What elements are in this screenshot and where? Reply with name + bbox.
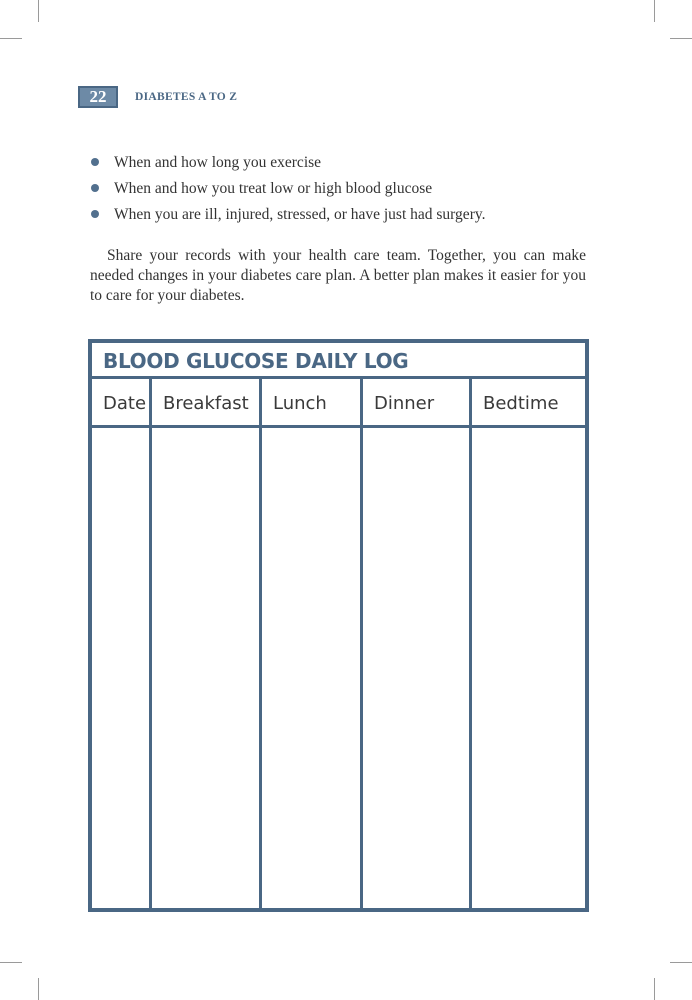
column-header: Date — [92, 379, 149, 428]
crop-mark — [670, 38, 692, 39]
log-title: BLOOD GLUCOSE DAILY LOG — [92, 343, 585, 379]
crop-mark — [38, 0, 39, 22]
crop-mark — [38, 978, 39, 1000]
crop-mark — [0, 962, 22, 963]
bullet-icon — [91, 158, 99, 166]
column-header: Lunch — [262, 379, 360, 428]
crop-mark — [0, 38, 22, 39]
column-cell — [363, 428, 469, 908]
column-dinner — [363, 379, 472, 908]
crop-mark — [654, 978, 655, 1000]
column-header: Breakfast — [152, 379, 259, 428]
column-cell — [92, 428, 149, 908]
list-item — [88, 176, 588, 202]
column-cell — [262, 428, 360, 908]
running-title: DIABETES A TO Z — [135, 91, 238, 103]
column-date — [92, 379, 152, 908]
column-bedtime — [472, 379, 585, 908]
body-paragraph: Share your records with your health care team. Together, you can make needed changes in your diabetes care plan. A better plan makes it easier for you to care for your diabetes. — [90, 247, 586, 304]
bullet-list — [88, 150, 588, 228]
blood-glucose-log-table — [88, 339, 589, 912]
bullet-icon — [91, 184, 99, 192]
column-lunch — [262, 379, 363, 908]
list-item-text: When you are ill, injured, stressed, or have just had surgery. — [114, 206, 486, 223]
crop-mark — [670, 962, 692, 963]
column-cell — [152, 428, 259, 908]
list-item-text: When and how you treat low or high blood glucose — [114, 180, 433, 197]
crop-mark — [654, 0, 655, 22]
column-cell — [472, 428, 585, 908]
list-item — [88, 202, 588, 228]
page-number: 22 — [78, 86, 118, 108]
log-columns — [92, 379, 585, 908]
column-header: Bedtime — [472, 379, 585, 428]
column-header: Dinner — [363, 379, 469, 428]
column-breakfast — [152, 379, 262, 908]
bullet-icon — [91, 210, 99, 218]
list-item-text: When and how long you exercise — [114, 154, 322, 171]
list-item — [88, 150, 588, 176]
